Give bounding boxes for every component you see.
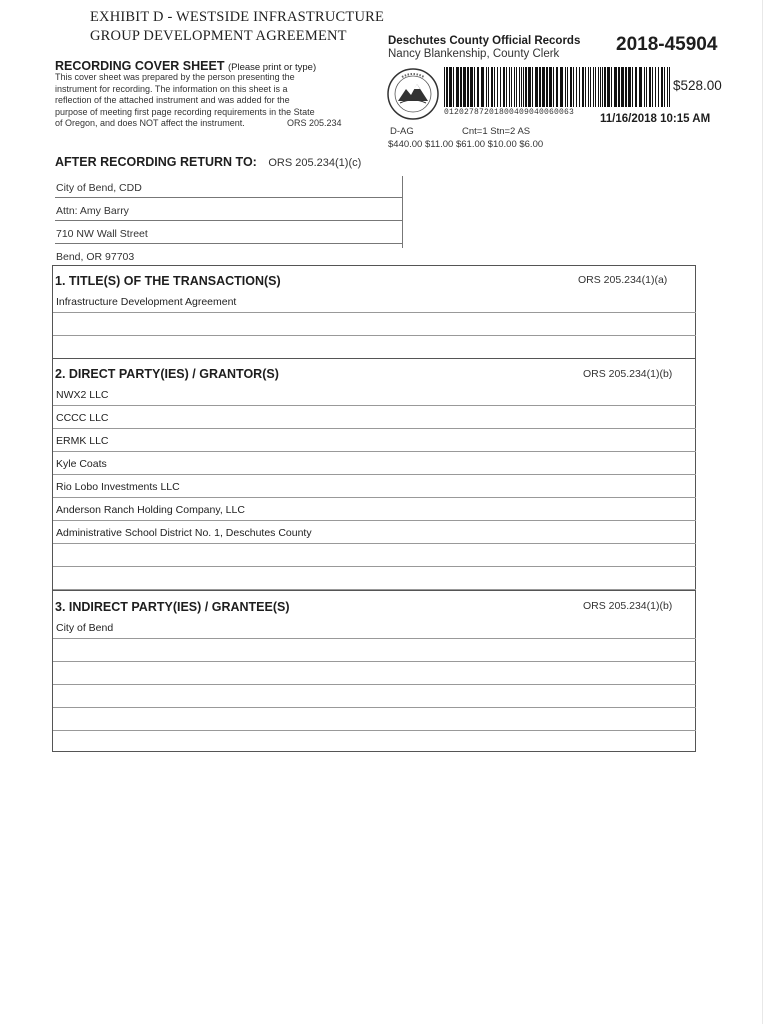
- section-3-title: 3. INDIRECT PARTY(IES) / GRANTEE(S): [55, 600, 290, 614]
- barcode-bar: [470, 67, 473, 107]
- barcode-bar: [614, 67, 617, 107]
- section-1-row: [53, 335, 696, 359]
- barcode-bar: [570, 67, 572, 107]
- fees-breakdown: $440.00 $11.00 $61.00 $10.00 $6.00: [388, 139, 544, 150]
- barcode-bar: [463, 67, 466, 107]
- barcode-bar: [652, 67, 653, 107]
- barcode-bar: [503, 67, 505, 107]
- barcode-bar: [664, 67, 665, 107]
- section-2-row: [53, 382, 696, 406]
- barcode-bar: [625, 67, 627, 107]
- barcode-bar: [658, 67, 659, 107]
- section-2-row: [53, 405, 696, 429]
- barcode-bar: [556, 67, 558, 107]
- barcode-bar: [602, 67, 603, 107]
- return-to-border: [402, 176, 403, 248]
- barcode-bar: [611, 67, 612, 107]
- row-text: Kyle Coats: [56, 458, 107, 470]
- barcode: [444, 67, 672, 107]
- section-1-row: [53, 289, 696, 313]
- barcode-bar: [509, 67, 510, 107]
- barcode-bar: [446, 67, 448, 107]
- exhibit-line-1: EXHIBIT D - WESTSIDE INFRASTRUCTURE: [90, 9, 385, 25]
- barcode-bar: [488, 67, 489, 107]
- barcode-bar: [621, 67, 624, 107]
- barcode-bar: [506, 67, 507, 107]
- recording-office: Deschutes County Official Records: [388, 35, 581, 47]
- barcode-bar: [453, 67, 454, 107]
- return-to-text: 710 NW Wall Street: [56, 228, 148, 240]
- cover-sheet-title-text: RECORDING COVER SHEET: [55, 59, 225, 73]
- barcode-bar: [456, 67, 459, 107]
- exhibit-line-2: GROUP DEVELOPMENT AGREEMENT: [90, 28, 347, 44]
- section-3-row: [53, 615, 696, 639]
- cover-body-line: of Oregon, and does NOT affect the instrument.: [55, 118, 245, 128]
- row-text: CCCC LLC: [56, 412, 109, 424]
- row-text: Rio Lobo Investments LLC: [56, 481, 180, 493]
- cover-sheet-note: (Please print or type): [227, 62, 317, 73]
- barcode-bar: [579, 67, 580, 107]
- page-edge: [762, 0, 763, 1024]
- barcode-bar: [582, 67, 584, 107]
- return-to-text: City of Bend, CDD: [56, 182, 142, 194]
- barcode-bar: [539, 67, 541, 107]
- barcode-bar: [523, 67, 524, 107]
- row-text: Infrastructure Development Agreement: [56, 296, 237, 308]
- row-text: ERMK LLC: [56, 435, 109, 447]
- return-to-heading: [55, 155, 361, 169]
- barcode-number: 01202787201800409040060063: [444, 108, 575, 117]
- section-2-row: [53, 497, 696, 521]
- barcode-bar: [661, 67, 663, 107]
- barcode-bar: [639, 67, 642, 107]
- return-to-text: Attn: Amy Barry: [56, 205, 129, 217]
- barcode-bar: [500, 67, 501, 107]
- county-clerk: Nancy Blankenship, County Clerk: [388, 48, 560, 60]
- barcode-bar: [474, 67, 475, 107]
- return-to-citation: ORS 205.234(1)(c): [268, 157, 362, 169]
- barcode-bar: [598, 67, 599, 107]
- barcode-bar: [521, 67, 522, 107]
- barcode-bar: [467, 67, 469, 107]
- record-number: 2018-45904: [616, 34, 718, 55]
- section-2-row: [53, 451, 696, 475]
- return-to-line: [55, 174, 403, 198]
- section-divider: [53, 358, 696, 359]
- section-1-title: 1. TITLE(S) OF THE TRANSACTION(S): [55, 274, 281, 288]
- section-2-title: 2. DIRECT PARTY(IES) / GRANTOR(S): [55, 367, 279, 381]
- cover-body-line: instrument for recording. The information on this sheet is a: [55, 83, 288, 94]
- barcode-bar: [669, 67, 670, 107]
- section-3-row: [53, 638, 696, 662]
- document-code: D-AG: [390, 126, 414, 137]
- barcode-bar: [486, 67, 487, 107]
- barcode-bar: [528, 67, 531, 107]
- barcode-bar: [607, 67, 610, 107]
- barcode-bar: [618, 67, 620, 107]
- barcode-bar: [497, 67, 498, 107]
- barcode-bar: [567, 67, 568, 107]
- barcode-bar: [632, 67, 633, 107]
- county-seal-icon: [386, 67, 440, 121]
- barcode-bar: [573, 67, 574, 107]
- barcode-bar: [667, 67, 668, 107]
- fee-total: $528.00: [673, 78, 722, 93]
- barcode-bar: [549, 67, 552, 107]
- barcode-bar: [546, 67, 548, 107]
- section-2-row: [53, 543, 696, 567]
- section-1-citation: ORS 205.234(1)(a): [578, 274, 668, 286]
- barcode-bar: [646, 67, 647, 107]
- barcode-bar: [644, 67, 645, 107]
- barcode-bar: [585, 67, 586, 107]
- section-3-row: [53, 729, 696, 752]
- barcode-bar: [553, 67, 554, 107]
- row-text: Administrative School District No. 1, Deschutes County: [56, 527, 312, 539]
- section-divider: [53, 590, 696, 591]
- exhibit-heading: [90, 8, 390, 46]
- return-to-line: [55, 220, 403, 244]
- barcode-bar: [590, 67, 591, 107]
- barcode-bar: [595, 67, 596, 107]
- barcode-bar: [588, 67, 589, 107]
- barcode-bar: [604, 67, 606, 107]
- cover-sheet-ors: ORS 205.234: [287, 118, 342, 128]
- barcode-bar: [600, 67, 601, 107]
- barcode-bar: [519, 67, 520, 107]
- barcode-bar: [560, 67, 563, 107]
- section-2-row: [53, 428, 696, 452]
- barcode-bar: [481, 67, 484, 107]
- recording-datetime: 11/16/2018 10:15 AM: [600, 113, 711, 125]
- cover-sheet-title: [55, 59, 316, 73]
- barcode-bar: [655, 67, 656, 107]
- barcode-bar: [628, 67, 631, 107]
- cover-body-line: This cover sheet was prepared by the person presenting the: [55, 72, 295, 82]
- barcode-bar: [514, 67, 515, 107]
- cover-body-line: purpose of meeting first page recording requirements in the State: [55, 106, 315, 117]
- cover-body-line: reflection of the attached instrument and was added for the: [55, 95, 290, 105]
- return-to-line: [55, 197, 403, 221]
- barcode-bar: [511, 67, 512, 107]
- barcode-bar: [525, 67, 527, 107]
- barcode-bar: [449, 67, 452, 107]
- barcode-bar: [444, 67, 445, 107]
- section-3-row: [53, 707, 696, 731]
- cover-sheet-body: [55, 72, 355, 130]
- recording-counts: Cnt=1 Stn=2 AS: [462, 126, 531, 137]
- barcode-bar: [565, 67, 566, 107]
- return-to-line: [55, 243, 403, 266]
- barcode-bar: [491, 67, 493, 107]
- barcode-bar: [477, 67, 479, 107]
- barcode-bar: [593, 67, 594, 107]
- row-text: City of Bend: [56, 622, 114, 634]
- section-3-row: [53, 661, 696, 685]
- document-code-row: [390, 126, 531, 137]
- section-2-citation: ORS 205.234(1)(b): [583, 368, 673, 380]
- section-3-citation: ORS 205.234(1)(b): [583, 600, 673, 612]
- barcode-bar: [649, 67, 651, 107]
- row-text: Anderson Ranch Holding Company, LLC: [56, 504, 245, 516]
- return-to-text: Bend, OR 97703: [56, 251, 135, 263]
- barcode-bar: [532, 67, 533, 107]
- barcode-bar: [576, 67, 577, 107]
- section-2-row: [53, 566, 696, 590]
- section-2-row: [53, 474, 696, 498]
- barcode-bar: [535, 67, 538, 107]
- return-to-label: AFTER RECORDING RETURN TO:: [55, 155, 257, 169]
- section-2-row: [53, 520, 696, 544]
- barcode-bar: [494, 67, 495, 107]
- section-1-row: [53, 312, 696, 336]
- barcode-bar: [635, 67, 637, 107]
- section-3-row: [53, 684, 696, 708]
- barcode-bar: [542, 67, 545, 107]
- row-text: NWX2 LLC: [56, 389, 109, 401]
- barcode-bar: [516, 67, 517, 107]
- barcode-bar: [460, 67, 462, 107]
